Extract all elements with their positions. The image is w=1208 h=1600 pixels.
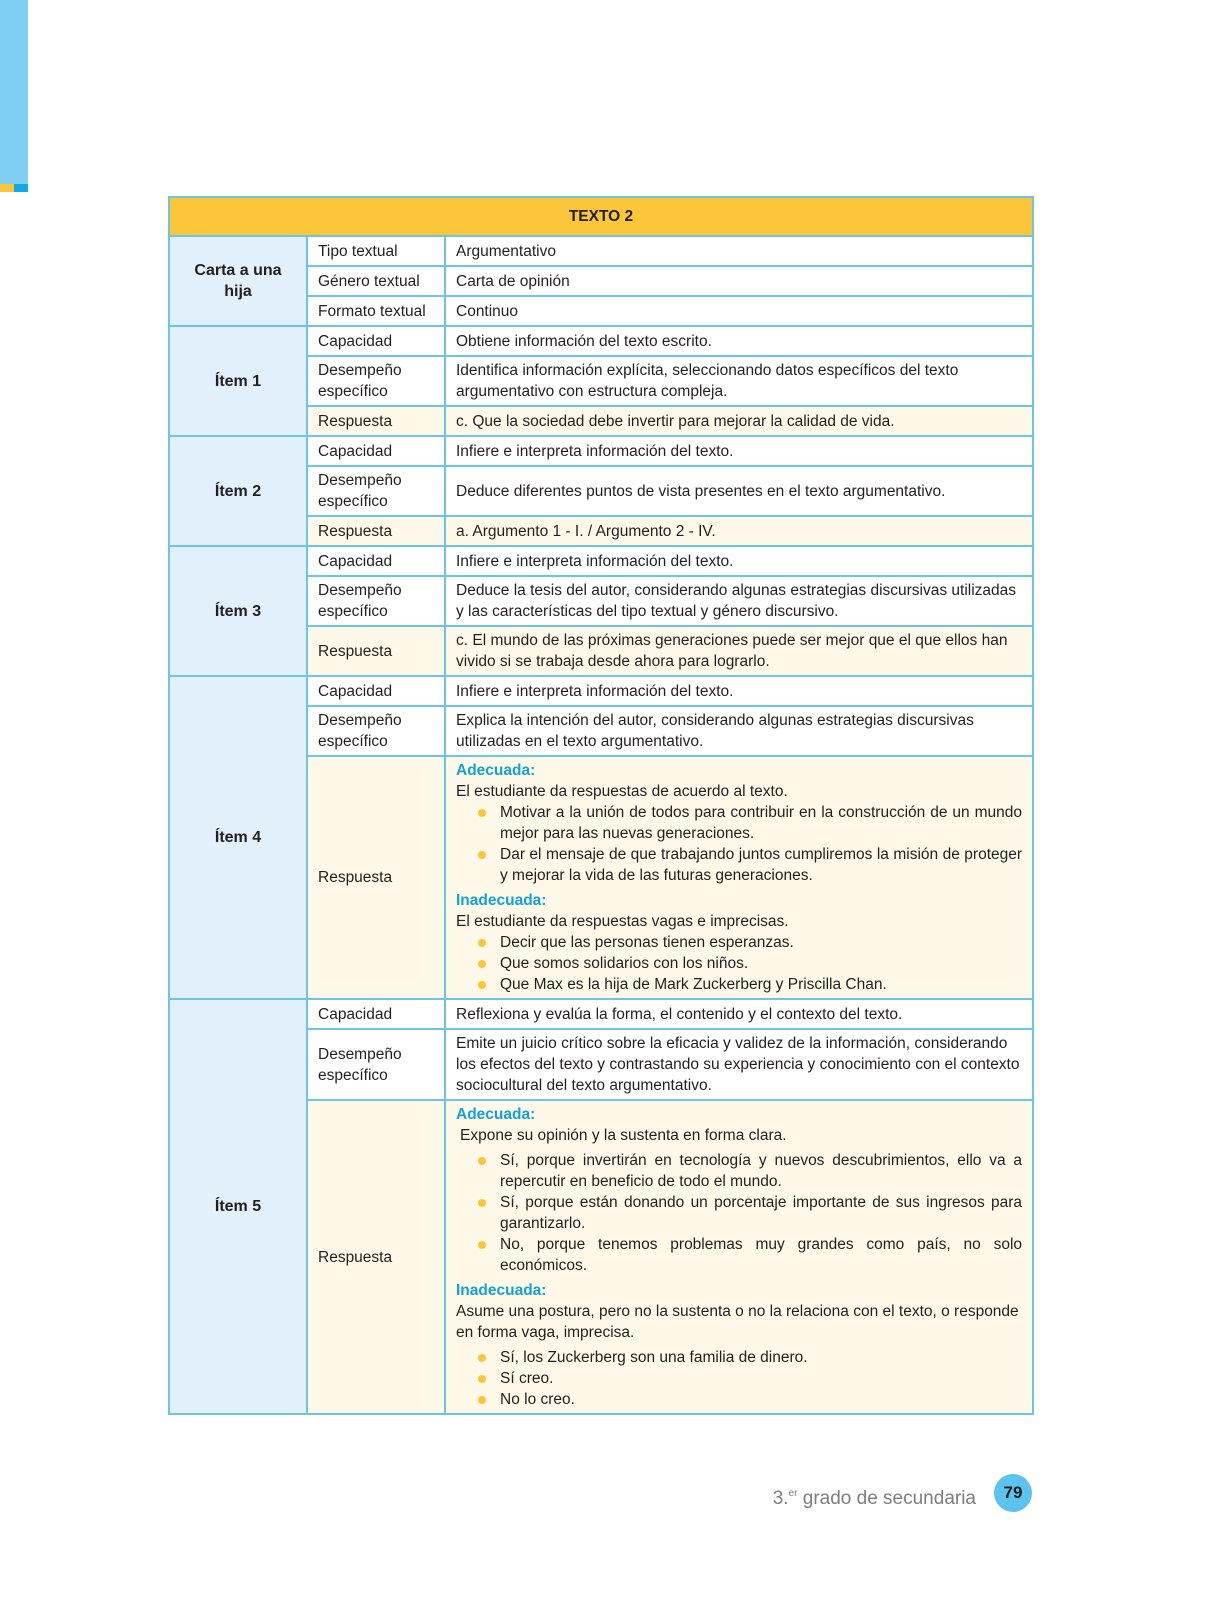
footer-grade: [773, 1488, 976, 1510]
desempeno-label: Desempeño específico: [307, 576, 445, 626]
table-title: TEXTO 2: [169, 197, 1033, 236]
inadecuada-text: El estudiante da respuestas vagas e imprecisas.: [456, 913, 789, 930]
assessment-table: [168, 196, 1034, 1415]
table-row: [169, 436, 1033, 466]
item-2-label: Ítem 2: [169, 436, 307, 546]
respuesta-value: c. Que la sociedad debe invertir para mejorar la calidad de vida.: [445, 406, 1033, 436]
inadecuada-list: [456, 1347, 1022, 1410]
page-number: 79: [994, 1474, 1032, 1512]
item-1-label: Ítem 1: [169, 326, 307, 436]
grade-text: grado de secundaria: [797, 1488, 976, 1509]
item-5-label: Ítem 5: [169, 999, 307, 1414]
capacidad-value: Infiere e interpreta información del texto.: [445, 676, 1033, 706]
adecuada-list: [456, 1150, 1022, 1276]
respuesta-rubric: [445, 756, 1033, 999]
list-item: No, porque tenemos problemas muy grandes como país, no solo económicos.: [478, 1234, 1022, 1276]
respuesta-rubric: [445, 1100, 1033, 1414]
list-item: Sí, los Zuckerberg son una familia de dinero.: [478, 1347, 1022, 1368]
desempeno-label: Desempeño específico: [307, 1029, 445, 1100]
table-row: [169, 326, 1033, 356]
list-item: Que somos solidarios con los niños.: [478, 953, 1022, 974]
inadecuada-heading: Inadecuada:: [456, 1282, 547, 1299]
meta-label: Género textual: [307, 266, 445, 296]
grade-number: 3.: [772, 1488, 789, 1509]
side-color-strip: [0, 0, 28, 190]
respuesta-value: a. Argumento 1 - I. / Argumento 2 - IV.: [445, 516, 1033, 546]
table-row: [169, 546, 1033, 576]
desempeno-value: Identifica información explícita, seleccionando datos específicos del texto argumentativo con estructura compleja.: [445, 356, 1033, 406]
capacidad-label: Capacidad: [307, 436, 445, 466]
respuesta-label: Respuesta: [307, 406, 445, 436]
capacidad-label: Capacidad: [307, 999, 445, 1029]
respuesta-label: Respuesta: [307, 756, 445, 999]
adecuada-text: Expone su opinión y la sustenta en forma clara.: [460, 1127, 787, 1144]
adecuada-list: [456, 802, 1022, 886]
meta-value: Carta de opinión: [445, 266, 1033, 296]
adecuada-text: El estudiante da respuestas de acuerdo al texto.: [456, 783, 788, 800]
item-4-label: Ítem 4: [169, 676, 307, 999]
desempeno-label: Desempeño específico: [307, 706, 445, 756]
desempeno-value: Deduce la tesis del autor, considerando algunas estrategias discursivas utilizadas y las características del tipo textual y género discursivo.: [445, 576, 1033, 626]
meta-label: Formato textual: [307, 296, 445, 326]
capacidad-value: Obtiene información del texto escrito.: [445, 326, 1033, 356]
desempeno-value: Emite un juicio crítico sobre la eficacia y validez de la información, considerando los efectos del texto y contrastando su experiencia y conocimiento con el contexto sociocultural del texto argumentativo.: [445, 1029, 1033, 1100]
table-row: [169, 236, 1033, 266]
grade-superscript: er: [788, 1488, 798, 1499]
item-3-label: Ítem 3: [169, 546, 307, 676]
meta-value: Argumentativo: [445, 236, 1033, 266]
list-item: Motivar a la unión de todos para contribuir en la construcción de un mundo mejor para las nuevas generaciones.: [478, 802, 1022, 844]
meta-value: Continuo: [445, 296, 1033, 326]
side-accent-yellow: [0, 184, 14, 192]
inadecuada-list: [456, 932, 1022, 995]
list-item: No lo creo.: [478, 1389, 1022, 1410]
desempeno-label: Desempeño específico: [307, 356, 445, 406]
list-item: Que Max es la hija de Mark Zuckerberg y Priscilla Chan.: [478, 974, 1022, 995]
capacidad-label: Capacidad: [307, 676, 445, 706]
inadecuada-text: Asume una postura, pero no la sustenta o no la relaciona con el texto, o responde en forma vaga, imprecisa.: [456, 1303, 1019, 1341]
list-item: Sí creo.: [478, 1368, 1022, 1389]
capacidad-value: Infiere e interpreta información del texto.: [445, 436, 1033, 466]
table-row: [169, 676, 1033, 706]
respuesta-label: Respuesta: [307, 1100, 445, 1414]
respuesta-label: Respuesta: [307, 626, 445, 676]
capacidad-label: Capacidad: [307, 546, 445, 576]
list-item: Sí, porque invertirán en tecnología y nuevos descubrimientos, ello va a repercutir en beneficio de todo el mundo.: [478, 1150, 1022, 1192]
inadecuada-heading: Inadecuada:: [456, 892, 547, 909]
capacidad-label: Capacidad: [307, 326, 445, 356]
desempeno-label: Desempeño específico: [307, 466, 445, 516]
table-row: [169, 999, 1033, 1029]
list-item: Sí, porque están donando un porcentaje importante de sus ingresos para garantizarlo.: [478, 1192, 1022, 1234]
capacidad-value: Reflexiona y evalúa la forma, el contenido y el contexto del texto.: [445, 999, 1033, 1029]
capacidad-value: Infiere e interpreta información del texto.: [445, 546, 1033, 576]
side-accent-blue: [14, 184, 28, 192]
respuesta-label: Respuesta: [307, 516, 445, 546]
desempeno-value: Explica la intención del autor, considerando algunas estrategias discursivas utilizadas en el texto argumentativo.: [445, 706, 1033, 756]
desempeno-value: Deduce diferentes puntos de vista presentes en el texto argumentativo.: [445, 466, 1033, 516]
text-name-cell: Carta a una hija: [169, 236, 307, 326]
adecuada-heading: Adecuada:: [456, 1106, 536, 1123]
list-item: Decir que las personas tienen esperanzas.: [478, 932, 1022, 953]
meta-label: Tipo textual: [307, 236, 445, 266]
respuesta-value: c. El mundo de las próximas generaciones puede ser mejor que el que ellos han vivido si se trabaja desde ahora para lograrlo.: [445, 626, 1033, 676]
list-item: Dar el mensaje de que trabajando juntos cumpliremos la misión de proteger y mejorar la vida de las futuras generaciones.: [478, 844, 1022, 886]
adecuada-heading: Adecuada:: [456, 762, 536, 779]
